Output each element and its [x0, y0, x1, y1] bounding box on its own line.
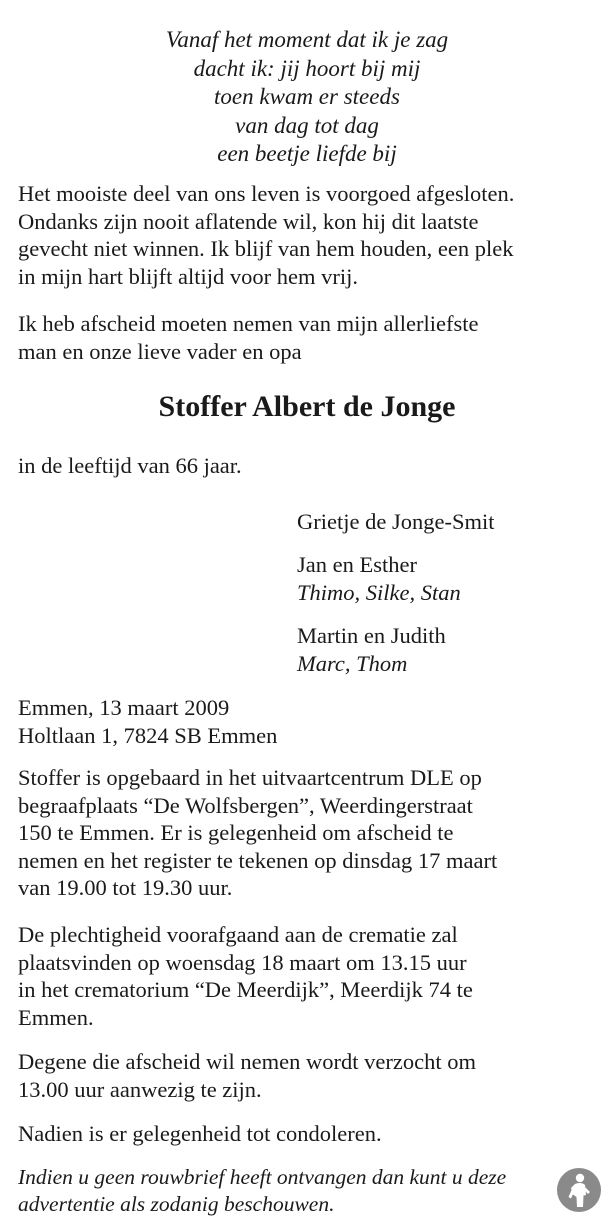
request-line: Degene die afscheid wil nemen wordt verzocht om — [18, 1049, 476, 1074]
address-line: Holtlaan 1, 7824 SB Emmen — [18, 722, 278, 748]
footer-line: Indien u geen rouwbrief heeft ontvangen dan kunt u deze — [18, 1165, 507, 1189]
poem — [0, 26, 614, 169]
intro-paragraph — [18, 180, 608, 290]
grandchildren-names: Marc, Thom — [297, 650, 408, 676]
poem-line: van dag tot dag — [235, 112, 379, 138]
intro-line: Het mooiste deel van ons leven is voorgoed afgesloten. — [18, 181, 515, 206]
age-line — [18, 452, 608, 480]
poem-line: dacht ik: jij hoort bij mij — [193, 55, 421, 81]
intro-line: gevecht niet winnen. Ik blijf van hem houden, een plek — [18, 236, 514, 261]
ceremony-line: in het crematorium “De Meerdijk”, Meerdijk 74 te — [18, 977, 473, 1002]
place-date — [18, 694, 608, 749]
ceremony-line: plaatsvinden op woensdag 18 maart om 13.15 uur — [18, 949, 467, 975]
viewing-line: 150 te Emmen. Er is gelegenheid om afscheid te — [18, 820, 454, 845]
mourning-figure-icon — [556, 1167, 602, 1213]
family-child-2 — [297, 622, 446, 677]
family-spouse — [297, 508, 494, 536]
child-names: Martin en Judith — [297, 623, 446, 648]
place-date-line: Emmen, 13 maart 2009 — [18, 695, 230, 720]
age-text: in de leeftijd van 66 jaar. — [18, 453, 242, 478]
ceremony-line: Emmen. — [18, 1004, 94, 1030]
request-line: 13.00 uur aanwezig te zijn. — [18, 1076, 262, 1102]
deceased-name: Stoffer Albert de Jonge — [158, 390, 456, 423]
poem-line: een beetje liefde bij — [217, 141, 397, 166]
farewell-line: Ik heb afscheid moeten nemen van mijn allerliefste — [18, 311, 479, 336]
ceremony-line: De plechtigheid voorafgaand aan de crematie zal — [18, 922, 458, 947]
footer-line: advertentie als zodanig beschouwen. — [18, 1191, 335, 1216]
grandchildren-names: Thimo, Silke, Stan — [297, 579, 461, 605]
footer-note — [18, 1164, 506, 1217]
poem-line: toen kwam er steeds — [214, 84, 400, 109]
viewing-line: van 19.00 tot 19.30 uur. — [18, 875, 233, 900]
intro-line: in mijn hart blijft altijd voor hem vrij. — [18, 263, 358, 289]
poem-line: Vanaf het moment dat ik je zag — [165, 27, 449, 52]
ceremony-paragraph — [18, 921, 608, 1031]
condolence-paragraph — [18, 1120, 608, 1148]
condolence-text: Nadien is er gelegenheid tot condoleren. — [18, 1121, 382, 1146]
child-names: Jan en Esther — [297, 552, 417, 577]
farewell-line: man en onze lieve vader en opa — [18, 338, 302, 364]
request-paragraph — [18, 1048, 608, 1103]
spouse-name: Grietje de Jonge-Smit — [297, 509, 495, 534]
family-child-1 — [297, 551, 461, 606]
farewell-paragraph — [18, 310, 608, 365]
intro-line: Ondanks zijn nooit aflatende wil, kon hij dit laatste — [18, 208, 479, 234]
viewing-line: Stoffer is opgebaard in het uitvaartcentrum DLE op — [18, 765, 482, 790]
viewing-paragraph — [18, 764, 608, 902]
viewing-line: begraafplaats “De Wolfsbergen”, Weerdingerstraat — [18, 792, 473, 818]
viewing-line: nemen en het register te tekenen op dinsdag 17 maart — [18, 847, 498, 873]
